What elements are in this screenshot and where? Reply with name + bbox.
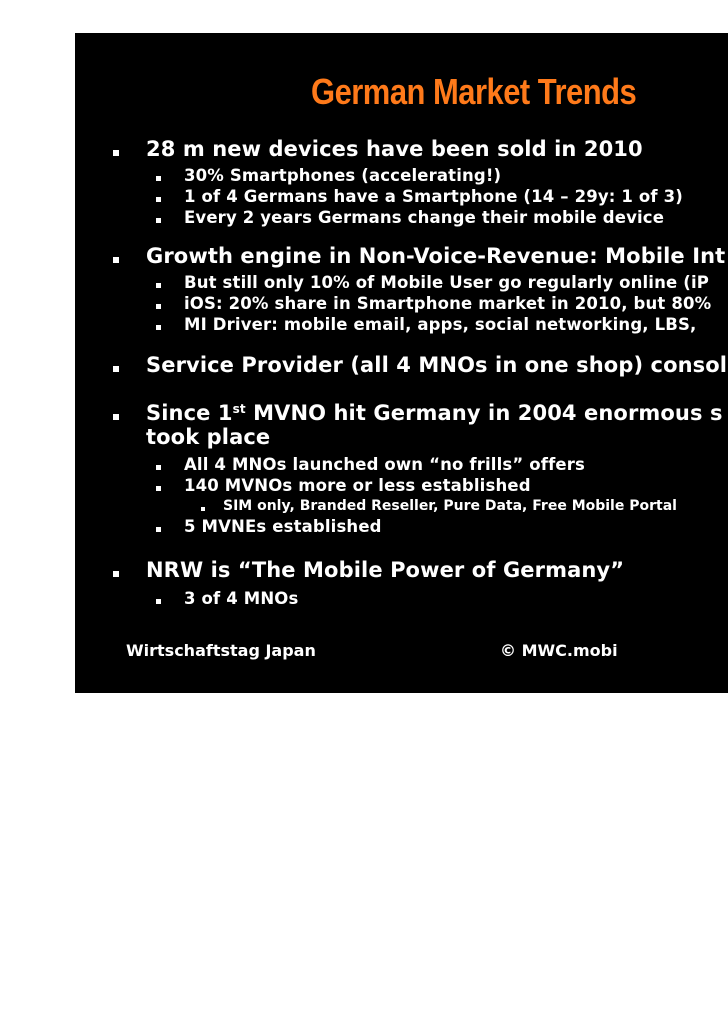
slide-title: German Market Trends bbox=[311, 71, 637, 112]
bullet-icon bbox=[113, 150, 119, 156]
bullet-icon bbox=[201, 507, 205, 511]
sub-bullet-online-share: But still only 10% of Mobile User go regularly online (iP bbox=[184, 273, 709, 292]
bullet-icon bbox=[113, 414, 119, 420]
sub-bullet-three-mnos: 3 of 4 MNOs bbox=[184, 589, 299, 608]
footer-copyright: © MWC.mobi bbox=[500, 641, 618, 660]
bullet-mvno-continued: took place bbox=[146, 425, 271, 449]
bullet-icon bbox=[156, 176, 161, 181]
bullet-icon bbox=[156, 527, 161, 532]
bullet-icon bbox=[156, 304, 161, 309]
sub-bullet-smartphones: 30% Smartphones (accelerating!) bbox=[184, 166, 502, 185]
bullet-icon bbox=[156, 465, 161, 470]
bullet-icon bbox=[156, 325, 161, 330]
bullet-growth-engine: Growth engine in Non-Voice-Revenue: Mobile Int bbox=[146, 244, 726, 268]
footer-event-name: Wirtschaftstag Japan bbox=[126, 641, 316, 660]
sub-sub-bullet-mvno-types: SIM only, Branded Reseller, Pure Data, Free Mobile Portal bbox=[223, 498, 677, 514]
bullet-service-provider: Service Provider (all 4 MNOs in one shop) consol bbox=[146, 353, 728, 377]
bullet-devices-sold: 28 m new devices have been sold in 2010 bbox=[146, 137, 643, 161]
sub-bullet-no-frills: All 4 MNOs launched own “no frills” offers bbox=[184, 455, 586, 474]
bullet-icon bbox=[113, 257, 119, 263]
bullet-icon bbox=[113, 366, 119, 372]
bullet-icon bbox=[156, 486, 161, 491]
bullet-mvno bbox=[146, 401, 723, 425]
bullet-icon bbox=[156, 599, 161, 604]
sub-bullet-mi-driver: MI Driver: mobile email, apps, social networking, LBS, bbox=[184, 315, 697, 334]
bullet-icon bbox=[156, 283, 161, 288]
slide bbox=[75, 33, 728, 693]
sub-bullet-one-of-four: 1 of 4 Germans have a Smartphone (14 – 29y: 1 of 3) bbox=[184, 187, 683, 206]
bullet-nrw: NRW is “The Mobile Power of Germany” bbox=[146, 558, 625, 582]
bullet-icon bbox=[156, 218, 161, 223]
bullet-icon bbox=[156, 197, 161, 202]
sub-bullet-140-mvnos: 140 MVNOs more or less established bbox=[184, 476, 531, 495]
ordinal-suffix: st bbox=[232, 402, 246, 416]
sub-bullet-change-device: Every 2 years Germans change their mobile device bbox=[184, 208, 665, 227]
bullet-icon bbox=[113, 571, 119, 577]
sub-bullet-ios-share: iOS: 20% share in Smartphone market in 2010, but 80% bbox=[184, 294, 712, 313]
sub-bullet-mvnes: 5 MVNEs established bbox=[184, 517, 382, 536]
mvno-text-start: Since 1 bbox=[146, 401, 233, 425]
mvno-text-end: MVNO hit Germany in 2004 enormous s bbox=[245, 401, 723, 425]
